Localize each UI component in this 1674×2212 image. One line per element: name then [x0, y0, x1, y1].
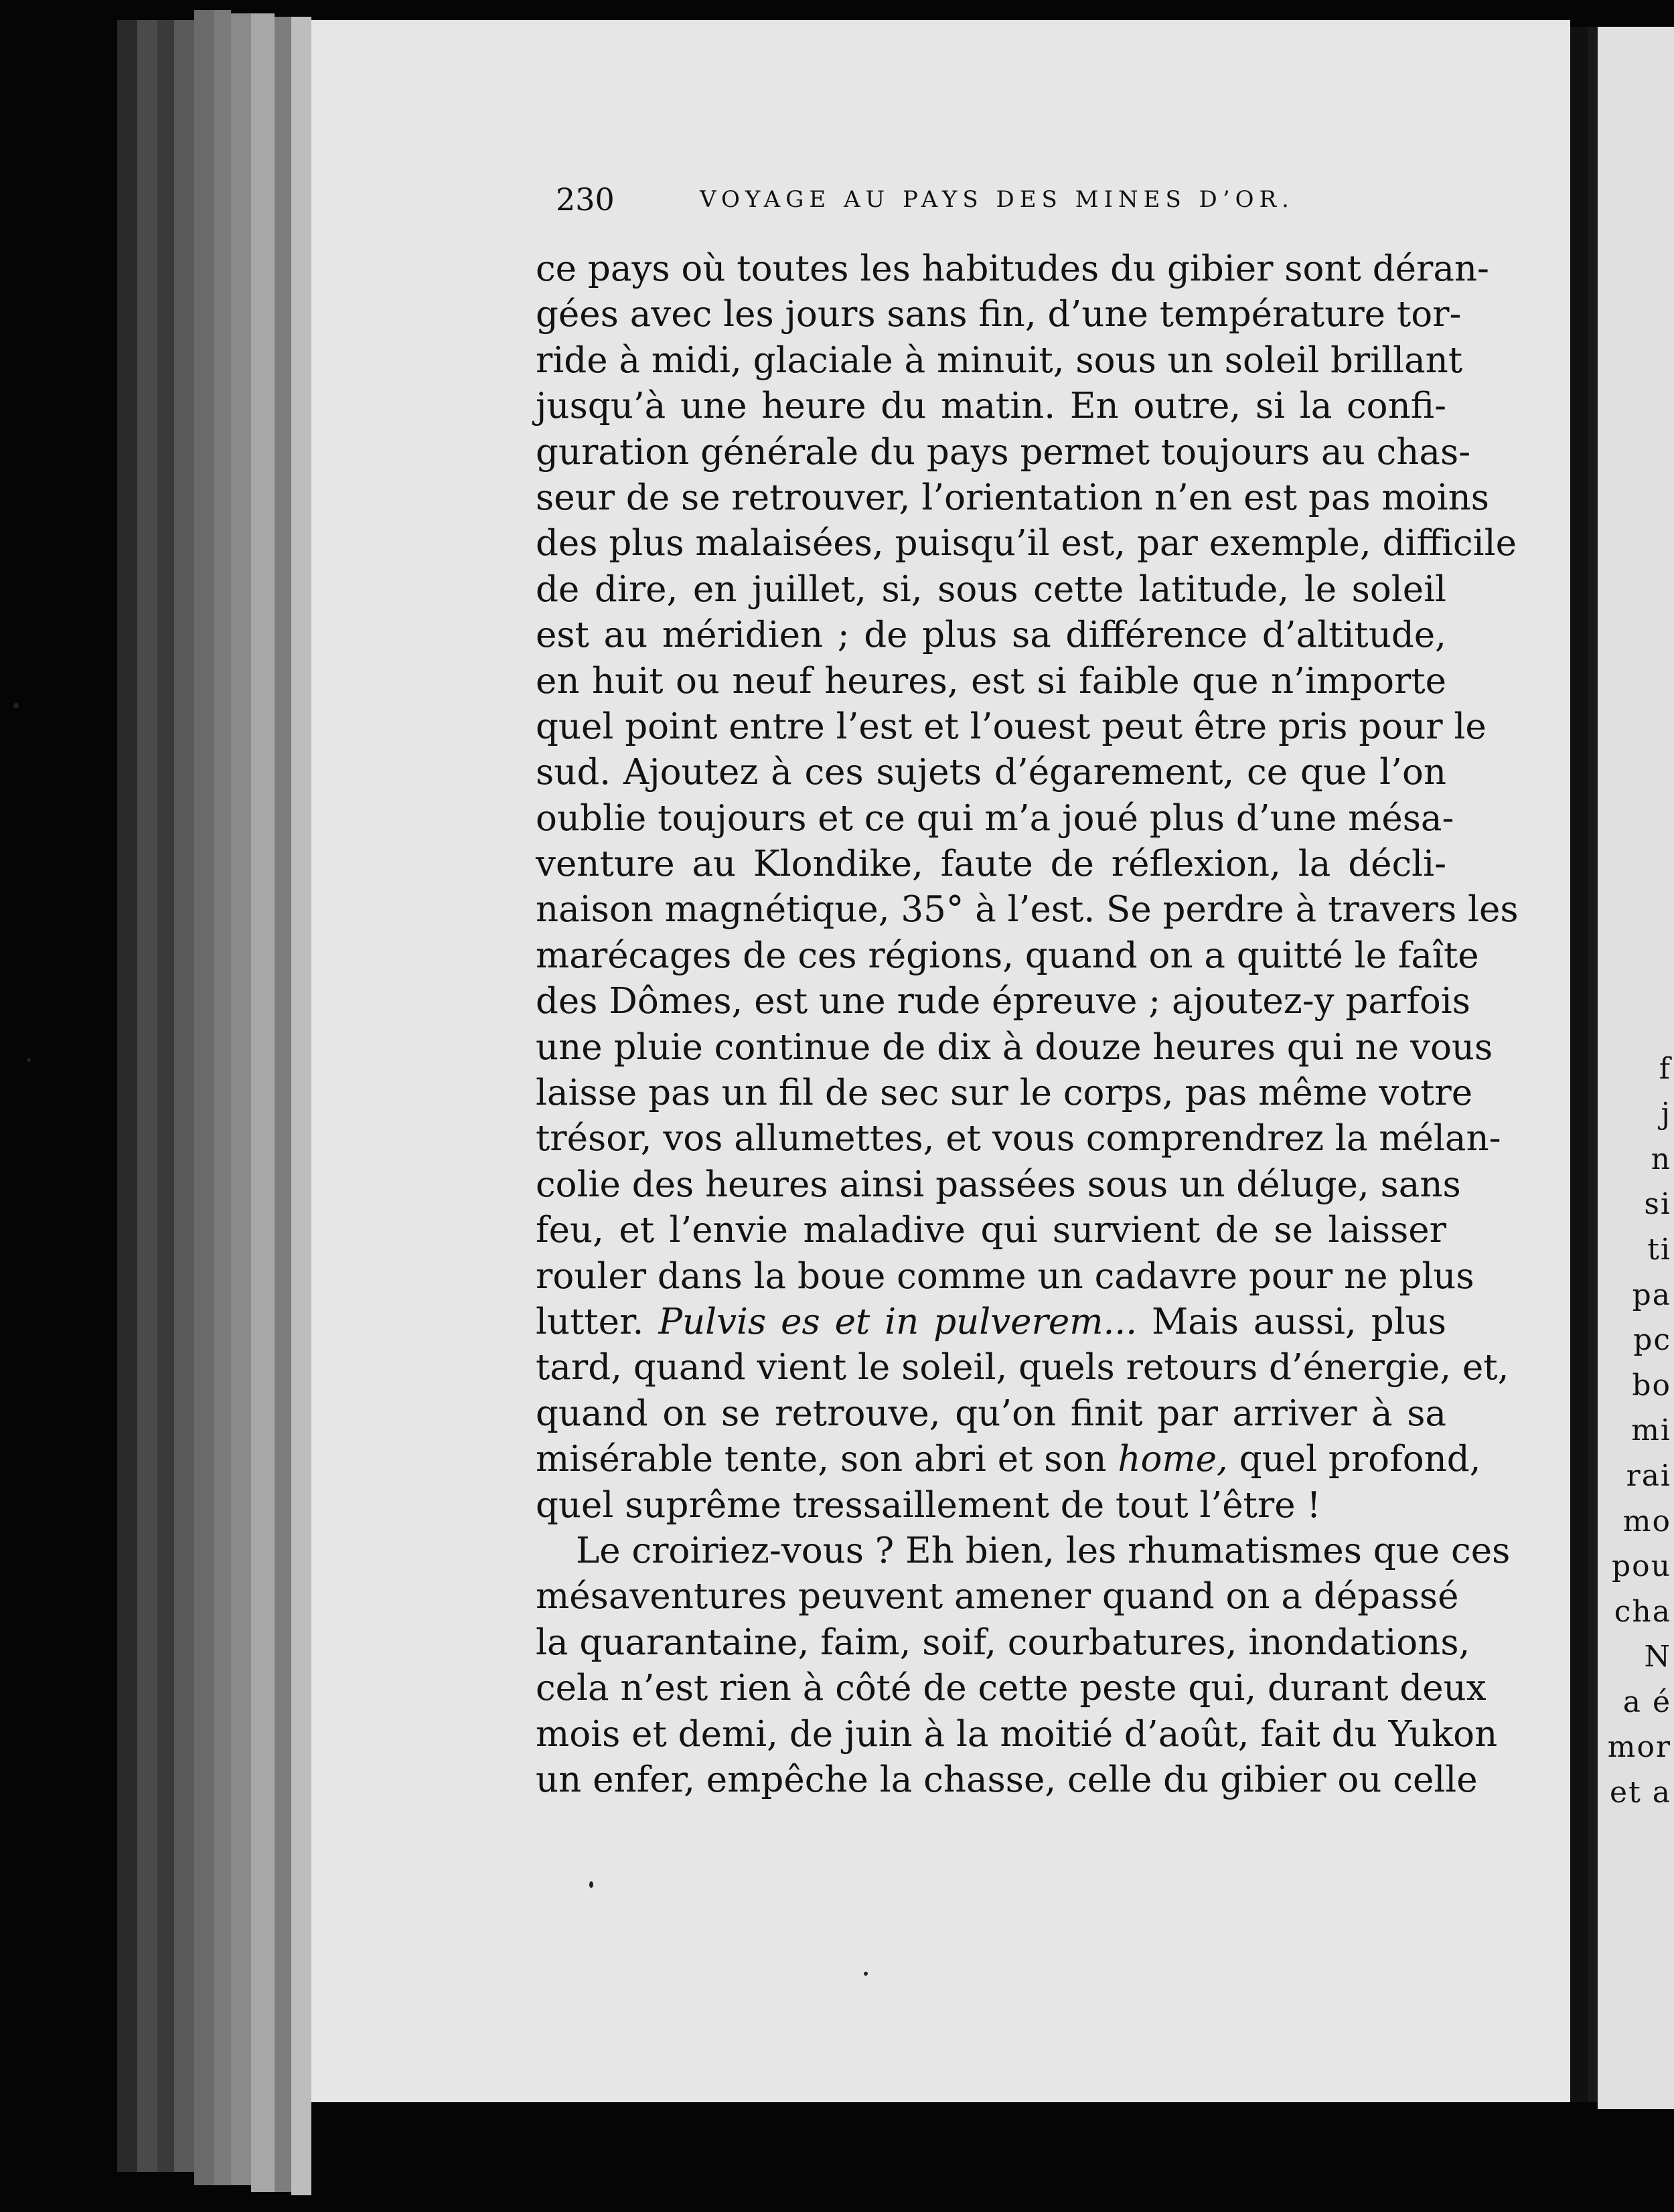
- scan-speck: [13, 703, 19, 708]
- paragraph-start-line: Le croiriez-vous ? Eh bien, les rhumatismes que ces: [576, 1530, 1511, 1571]
- facing-page-text: j: [1661, 1097, 1671, 1131]
- text-line-with-italic: [536, 1437, 1481, 1482]
- text-line: mésaventures peuvent amener quand on a dépassé: [536, 1576, 1459, 1617]
- page-edge: [137, 20, 157, 2172]
- text-line: marécages de ces régions, quand on a quitté le faîte: [536, 935, 1479, 976]
- text-line: quel point entre l’est et l’ouest peut être pris pour le: [536, 706, 1487, 747]
- facing-page-text: pou: [1612, 1549, 1671, 1583]
- page-edge: [157, 20, 174, 2172]
- text-line: est au méridien ; de plus sa différence d’altitude,: [536, 615, 1446, 656]
- facing-page-text: mi: [1631, 1413, 1671, 1447]
- facing-page-text: et a: [1610, 1775, 1671, 1810]
- facing-page-text: n: [1651, 1142, 1671, 1176]
- text-line: mois et demi, de juin à la moitié d’août, fait du Yukon: [536, 1713, 1498, 1755]
- page-edge: [117, 20, 137, 2172]
- text-line: seur de se retrouver, l’orientation n’en est pas moins: [536, 477, 1489, 518]
- text-run: Mais aussi, plus: [1137, 1301, 1446, 1342]
- text-line: colie des heures ainsi passées sous un déluge, sans: [536, 1164, 1461, 1205]
- scan-speck: [864, 1972, 868, 1976]
- text-line: jusqu’à une heure du matin. En outre, si la confi-: [536, 386, 1446, 427]
- running-title: VOYAGE AU PAYS DES MINES D’OR.: [700, 186, 1294, 213]
- facing-page-text: rai: [1626, 1459, 1671, 1493]
- facing-page-text: a é: [1622, 1685, 1671, 1719]
- facing-page-text: N: [1644, 1640, 1671, 1674]
- text-line: tard, quand vient le soleil, quels retours d’énergie, et,: [536, 1347, 1509, 1389]
- facing-page-text: cha: [1614, 1595, 1671, 1629]
- text-line: rouler dans la boue comme un cadavre pour ne plus: [536, 1255, 1474, 1297]
- italic-word: home,: [1118, 1439, 1228, 1480]
- facing-page-text: pc: [1633, 1323, 1671, 1357]
- text-line: un enfer, empêche la chasse, celle du gibier ou celle: [536, 1759, 1478, 1800]
- text-line: venture au Klondike, faute de réflexion, la décli-: [536, 844, 1446, 885]
- facing-page-text: f: [1659, 1052, 1671, 1086]
- text-line: oublie toujours et ce qui m’a joué plus d’une mésa-: [536, 797, 1454, 839]
- page-edge: [231, 13, 251, 2185]
- facing-page-text: mo: [1622, 1504, 1671, 1538]
- page-edge: [291, 17, 311, 2195]
- page-edge: [214, 10, 231, 2185]
- page-edge: [194, 10, 214, 2185]
- text-line: la quarantaine, faim, soif, courbatures, inondations,: [536, 1622, 1470, 1663]
- text-run: misérable tente, son abri et son: [536, 1439, 1118, 1480]
- text-line: des Dômes, est une rude épreuve ; ajoutez-y parfois: [536, 981, 1470, 1022]
- page-edge: [251, 13, 275, 2192]
- page-edge: [275, 17, 291, 2192]
- text-line: cela n’est rien à côté de cette peste qui, durant deux: [536, 1668, 1487, 1709]
- facing-page-fragment: [1598, 27, 1674, 2109]
- page-edge: [174, 20, 194, 2172]
- facing-page-text: pa: [1632, 1278, 1671, 1312]
- body-text: [536, 246, 1519, 1803]
- text-line: une pluie continue de dix à douze heures qui ne vous: [536, 1026, 1493, 1068]
- text-line: en huit ou neuf heures, est si faible que n’importe: [536, 660, 1446, 702]
- page-number: 230: [556, 181, 615, 218]
- running-header: [556, 179, 1359, 220]
- facing-page-text: bo: [1632, 1368, 1671, 1403]
- text-line: de dire, en juillet, si, sous cette latitude, le soleil: [536, 568, 1446, 610]
- text-line: sud. Ajoutez à ces sujets d’égarement, ce que l’on: [536, 752, 1446, 793]
- scan-speck: [589, 1881, 593, 1888]
- text-run: lutter.: [536, 1301, 659, 1342]
- text-line: feu, et l’envie maladive qui survient de se laisser: [536, 1210, 1446, 1251]
- text-line: ce pays où toutes les habitudes du gibier sont déran-: [536, 248, 1489, 289]
- facing-page-text: si: [1644, 1187, 1671, 1221]
- text-line: des plus malaisées, puisqu’il est, par exemple, difficile: [536, 523, 1517, 564]
- text-line: guration générale du pays permet toujours au chas-: [536, 431, 1471, 473]
- latin-quote: Pulvis es et in pulverem...: [658, 1301, 1138, 1342]
- text-line: naison magnétique, 35° à l’est. Se perdre à travers les: [536, 889, 1519, 931]
- paragraph-end-line: quel suprême tressaillement de tout l’être !: [536, 1484, 1321, 1526]
- facing-page-text: mor: [1607, 1730, 1671, 1764]
- scan-speck: [27, 1058, 31, 1062]
- text-line: laisse pas un fil de sec sur le corps, pas même votre: [536, 1073, 1473, 1114]
- text-line: quand on se retrouve, qu’on finit par arriver à sa: [536, 1393, 1446, 1434]
- text-line: gées avec les jours sans fin, d’une température tor-: [536, 294, 1462, 335]
- gutter-fold-line: [1588, 27, 1598, 2102]
- text-line-with-latin: [536, 1299, 1446, 1345]
- text-line: ride à midi, glaciale à minuit, sous un soleil brillant: [536, 339, 1463, 381]
- text-run: quel profond,: [1227, 1439, 1481, 1480]
- facing-page-text: ti: [1647, 1233, 1671, 1267]
- text-line: trésor, vos allumettes, et vous comprendrez la mélan-: [536, 1118, 1501, 1160]
